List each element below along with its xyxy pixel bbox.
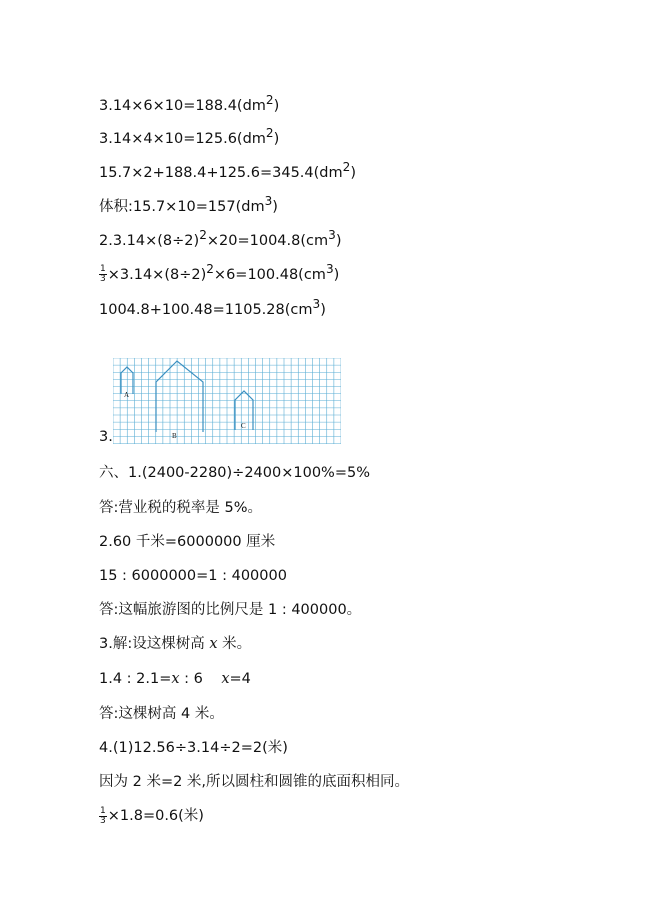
line-text: ×20=1004.8(cm (206, 232, 329, 249)
solution-line-7 (99, 294, 326, 320)
solution-line-1 (99, 90, 279, 116)
line-text: 米。 (217, 636, 252, 652)
line-text: =4 (229, 671, 251, 687)
line-text: ) (320, 301, 326, 318)
line-text: ×1.8=0.6(米) (107, 808, 204, 824)
label-c: C (241, 422, 246, 430)
fraction-denominator: 3 (100, 815, 106, 826)
exponent: 3 (325, 262, 334, 276)
exponent: 3 (312, 297, 321, 311)
shapes (121, 361, 253, 432)
figure-number: 3. (99, 429, 113, 445)
line-text: ) (335, 232, 342, 249)
solution-line-5 (99, 225, 341, 251)
variable-x: x (171, 671, 180, 687)
section6-line-5: 答:这幅旅游图的比例尺是 1 : 400000。 (99, 602, 362, 618)
section6-line-6 (99, 634, 251, 654)
exponent: 2 (265, 126, 274, 140)
fraction-denominator: 3 (100, 274, 106, 285)
section6-line-2: 答:营业税的税率是 5%。 (99, 500, 262, 516)
line-text: 3.14×4×10=125.6(dm (99, 130, 266, 147)
solution-line-2 (99, 123, 279, 149)
line-text: 3.14×6×10=188.4(dm (99, 97, 266, 114)
exponent: 2 (206, 262, 214, 276)
solution-line-3 (99, 157, 356, 183)
section6-line-10: 因为 2 米=2 米,所以圆柱和圆锥的底面积相同。 (99, 774, 410, 790)
label-a: A (124, 391, 130, 399)
exponent: 2 (342, 160, 351, 174)
fraction-numerator: 1 (100, 264, 106, 275)
variable-x: x (221, 671, 230, 687)
section6-line-9: 4.(1)12.56÷3.14÷2=2(米) (99, 740, 288, 756)
section6-line-8: 答:这棵树高 4 米。 (99, 706, 224, 722)
exponent: 2 (265, 93, 274, 107)
exponent: 3 (264, 194, 273, 208)
line-text: ×6=100.48(cm (213, 266, 326, 283)
section6-line-4: 15 : 6000000=1 : 400000 (99, 568, 287, 584)
line-text: ) (333, 266, 340, 283)
line-text: ) (273, 97, 280, 114)
line-text: 体积:15.7×10=157(dm (99, 198, 265, 215)
line-text: 2.3.14×(8÷2) (99, 232, 200, 249)
grid-drawing (113, 358, 341, 444)
fraction (99, 807, 107, 826)
line-text: ×3.14×(8÷2) (107, 266, 207, 283)
line-text: ) (350, 164, 356, 181)
fraction (99, 265, 107, 284)
solution-line-6 (99, 259, 339, 285)
variable-x: x (209, 636, 218, 652)
section6-line-3: 2.60 千米=6000000 厘米 (99, 534, 276, 550)
section6-line-7 (99, 669, 251, 689)
line-text: 1004.8+100.48=1105.28(cm (99, 301, 313, 318)
line-text: 15.7×2+188.4+125.6=345.4(dm (99, 164, 343, 181)
line-text: ) (273, 130, 280, 147)
solution-line-4 (99, 191, 278, 217)
line-text: : 6 (179, 671, 222, 687)
exponent: 3 (328, 228, 336, 242)
exponent: 2 (199, 228, 207, 242)
grid-figure (99, 355, 349, 447)
line-text: ) (272, 198, 278, 215)
label-b: B (172, 432, 177, 440)
section6-line-1: 六、1.(2400-2280)÷2400×100%=5% (99, 465, 370, 481)
section6-line-11 (99, 806, 204, 826)
fraction-numerator: 1 (100, 805, 106, 816)
grid-lines (113, 358, 341, 444)
line-text: 1.4 : 2.1= (99, 671, 172, 687)
line-text: 3.解:设这棵树高 (99, 636, 210, 652)
